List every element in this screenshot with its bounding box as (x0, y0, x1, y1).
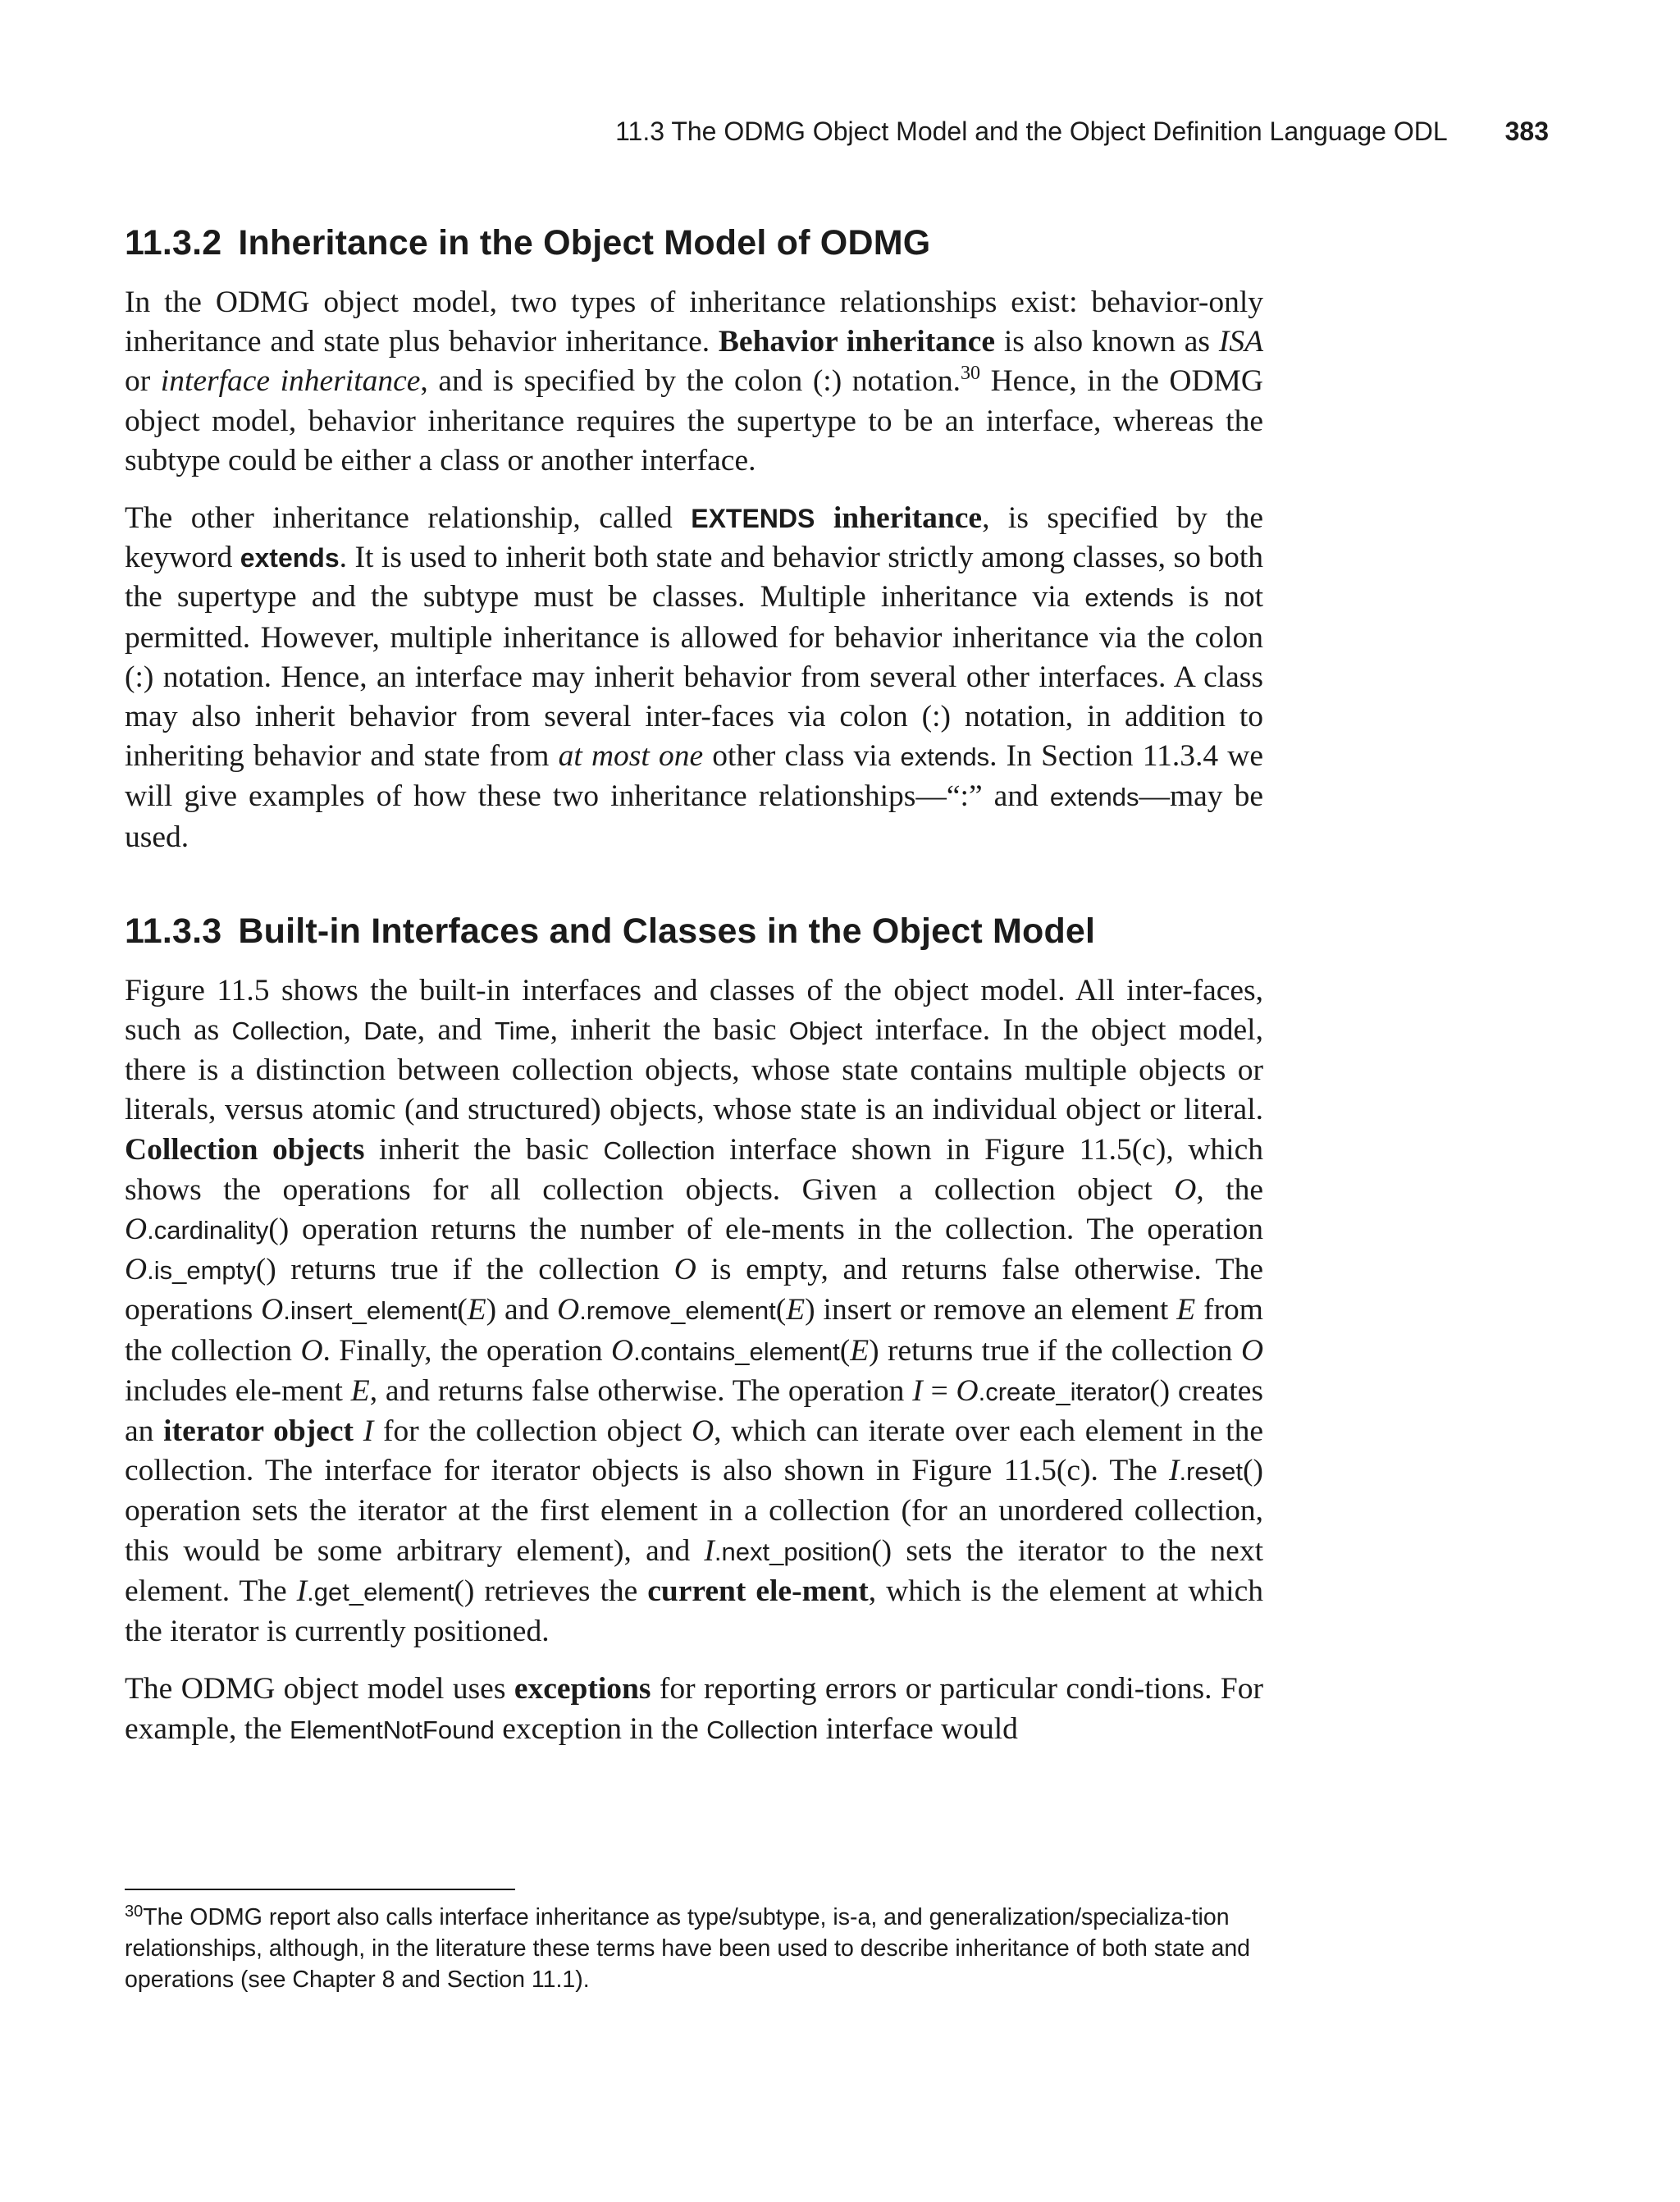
paragraph: In the ODMG object model, two types of inheritance relationships exist: behavior-only inheritance and state plus behavior inheritance. Behavior inheritance is also known as ISA or interface inheritance, and is specified by the colon (:) notation.$^{30}$ Hence, in the ODMG object model, behavior inheritance requires the supertype to be an interface, whereas the subtype could be either a class or another interface. (125, 286, 1263, 477)
term-iterator-object: iterator object (163, 1414, 354, 1449)
term-behavior-inheritance: Behavior inheritance (718, 325, 996, 359)
footnote-text: The ODMG report also calls interface inheritance as type/subtype, is-a, and generalization/specializa-tion relationships, although, in the literature these terms have been used to describe inheritance of both state and operations (see Chapter 8 and Section 11.1). (125, 1904, 1251, 1994)
footnote (125, 1902, 1263, 1996)
footnote-ref: 30 (961, 363, 981, 385)
section-heading-11-3-3 (125, 911, 1263, 952)
paragraph: The other inheritance relationship, called EXTENDS inheritance, is specified by the keyword extends. It is used to inherit both state and behavior strictly among classes, so both the supertype and the subtype must be classes. Multiple inheritance via extends is not permitted. However, multiple inheritance is allowed for behavior inheritance via the colon (:) notation. Hence, an interface may inherit behavior from several other interfaces. A class may also inherit behavior from several inter-faces via colon (:) notation, in addition to inheriting behavior and state from at most one other class via extends. In Section 11.3.4 we will give examples of how these two inheritance relationships—“:” and extends—may be used. (125, 501, 1263, 854)
running-header (123, 116, 1549, 147)
running-title: 11.3 The ODMG Object Model and the Object Definition Language ODL (615, 116, 1448, 146)
page-number: 383 (1504, 116, 1549, 146)
section-number: 11.3.2 (125, 223, 222, 263)
paragraph: The ODMG object model uses exceptions for reporting errors or particular condi-tions. For example, the ElementNotFound exception in the Collection interface would (125, 1672, 1264, 1746)
section-title: Built-in Interfaces and Classes in the Object Model (238, 911, 1096, 951)
term-current-element: current ele- (647, 1574, 802, 1608)
keyword-extends: extends (240, 543, 340, 573)
page-body (125, 223, 1263, 1768)
term-exceptions: exceptions (514, 1672, 651, 1706)
paragraph: Figure 11.5 shows the built-in interfaces and classes of the object model. All inter-faces, such as Collection, Date, and Time, inherit the basic Object interface. In the object model, there is a distinction between collection objects, whose state contains multiple objects or literals, versus atomic (and structured) objects, whose state is an individual object or literal. Collection objects inherit the basic Collection interface shown in Figure 11.5(c), which shows the operations for all collection objects. Given a collection object O, the O.cardinality() operation returns the number of ele-ments in the collection. The operation O.is_empty() returns true if the collection O is empty, and returns false otherwise. The operations O.insert_element(E) and O.remove_element(E) insert or remove an element E from the collection O. Finally, the operation O.contains_element(E) returns true if the collection O includes ele-ment E, and returns false otherwise. The operation I = O.create_iterator() creates an iterator object I for the collection object O, which can iterate over each element in the collection. The interface for iterator objects is also shown in Figure 11.5(c). The I.reset() operation sets the iterator at the first element in a collection (for an unordered collection, this would be some arbitrary element), and I.next_position() sets the iterator to the next element. The I.get_element() retrieves the current ele-ment, which is the element at which the iterator is currently positioned. (125, 973, 1264, 1649)
footnote-marker: 30 (125, 1903, 144, 1921)
section-heading-11-3-2 (125, 223, 1263, 263)
footnote-divider (125, 1889, 515, 1890)
section-number: 11.3.3 (125, 911, 222, 951)
section-title: Inheritance in the Object Model of ODMG (238, 223, 931, 263)
term-collection-objects: Collection objects (125, 1132, 365, 1167)
